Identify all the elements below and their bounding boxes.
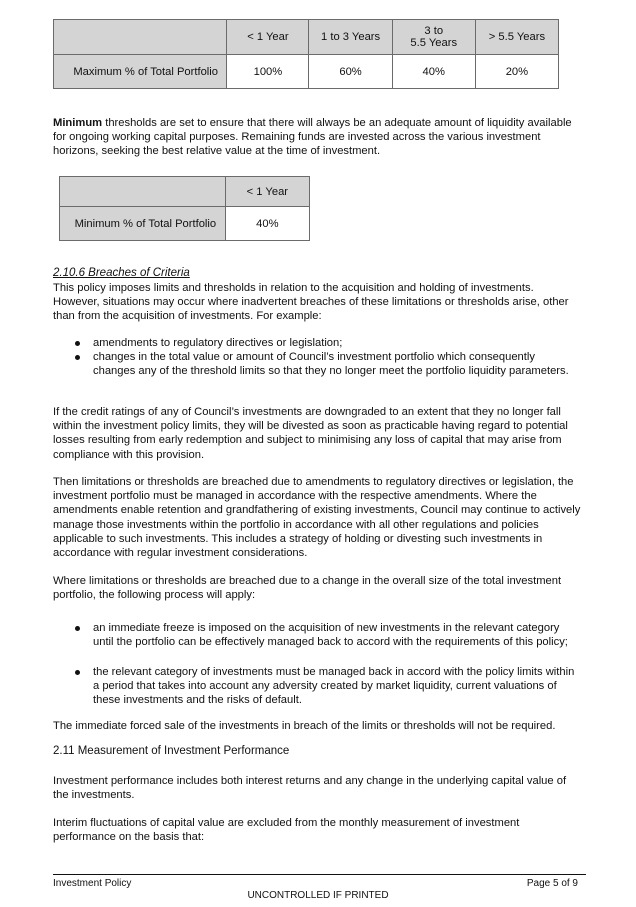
- list-item: [75, 621, 575, 649]
- bullet-icon: [75, 355, 80, 360]
- column-header: > 5.5 Years: [475, 20, 558, 55]
- table-cell: 60%: [309, 55, 392, 89]
- regulatory-amendments-paragraph: Then limitations or thresholds are breached due to amendments to regulatory directives or legislation, the investment portfolio must be managed in accordance with the respective amendments. Where the amendments enable retention and grandfathering of existing investments, Council may continue to actively manage those investments within the portfolio in accordance with all other regulations and policies applicable to such investments. This includes a strategy of holding or divesting such investments in accordance with regular investment considerations.: [53, 476, 581, 560]
- column-header: < 1 Year: [225, 177, 309, 207]
- performance-paragraph-1: Investment performance includes both interest returns and any change in the underlying capital value of the investments.: [53, 775, 567, 802]
- row-label-text: Maximum % of Total Portfolio: [73, 65, 218, 78]
- table-corner-cell: [54, 20, 227, 55]
- column-header: 1 to 3 Years: [309, 20, 392, 55]
- performance-paragraph-2: Interim fluctuations of capital value are excluded from the monthly measurement of investment performance on the basis that:: [53, 817, 520, 844]
- footer-divider: [53, 874, 586, 875]
- bullet-icon: [75, 341, 80, 346]
- table-cell: 20%: [475, 55, 558, 89]
- table-corner-cell: [60, 177, 226, 207]
- list-item: [75, 350, 575, 378]
- row-label: [54, 55, 227, 89]
- list-item-text: changes in the total value or amount of Council’s investment portfolio which consequently changes any of the threshold limits so that they no longer meet the portfolio liquidity parameters.: [93, 351, 569, 378]
- footer-page-number: Page 5 of 9: [526, 878, 578, 889]
- section-heading-breaches: 2.10.6 Breaches of Criteria: [53, 267, 190, 279]
- column-header: < 1 Year: [227, 20, 309, 55]
- maximum-portfolio-table: [53, 19, 559, 89]
- row-label: [60, 207, 226, 241]
- column-header-line: 3 to: [424, 25, 444, 37]
- table-cell: 40%: [392, 55, 475, 89]
- table-cell: 100%: [227, 55, 309, 89]
- footer-uncontrolled-notice: UNCONTROLLED IF PRINTED: [247, 890, 389, 901]
- bullet-icon: [75, 670, 80, 675]
- row-label-text: Minimum % of Total Portfolio: [74, 217, 217, 230]
- table-row: [54, 55, 559, 89]
- breaches-intro-paragraph: This policy imposes limits and thresholds in relation to the acquisition and holding of investments. However, situations may occur where inadvertent breaches of these limitations or thresholds arise, other than from the acquisition of investments. For example:: [53, 282, 569, 323]
- portfolio-size-paragraph: Where limitations or thresholds are breached due to a change in the overall size of the total investment portfolio, the following process will apply:: [53, 575, 562, 602]
- list-item: [75, 336, 575, 350]
- table-cell: 40%: [225, 207, 309, 241]
- list-item: [75, 665, 575, 708]
- footer-document-title: Investment Policy: [53, 878, 132, 889]
- forced-sale-paragraph: The immediate forced sale of the investments in breach of the limits or thresholds will not be required.: [53, 720, 556, 732]
- list-item-text: amendments to regulatory directives or legislation;: [93, 337, 343, 349]
- list-item-text: the relevant category of investments must be managed back in accord with the policy limits within a period that takes into account any adversity created by market liquidity, current valuations of these investments and the risks of default.: [93, 666, 575, 707]
- minimum-portfolio-table: [59, 176, 310, 241]
- table-header-row: [54, 20, 559, 55]
- column-header-line: 5.5 Years: [410, 37, 458, 49]
- minimum-paragraph: [53, 116, 581, 159]
- minimum-bold: Minimum: [53, 117, 103, 129]
- list-item-text: an immediate freeze is imposed on the acquisition of new investments in the relevant category until the portfolio can be effectively managed back to accord with the requirements of this policy;: [93, 622, 568, 649]
- table-row: [60, 207, 310, 241]
- section-heading-performance: 2.11 Measurement of Investment Performance: [53, 745, 290, 757]
- bullet-icon: [75, 626, 80, 631]
- credit-ratings-paragraph: If the credit ratings of any of Council’s investments are downgraded to an extent that they no longer fall within the investment policy limits, they will be divested as soon as practicable having regard to potential losses resulting from early redemption and subject to minimising any loss of capital that may arise from compliance with this provision.: [53, 406, 568, 461]
- table-header-row: [60, 177, 310, 207]
- minimum-text: thresholds are set to ensure that there will always be an adequate amount of liquidity available for ongoing working capital purposes. Remaining funds are invested across the various investment horizons, seeking the best relative value at the time of investment.: [53, 117, 572, 158]
- column-header: [392, 20, 475, 55]
